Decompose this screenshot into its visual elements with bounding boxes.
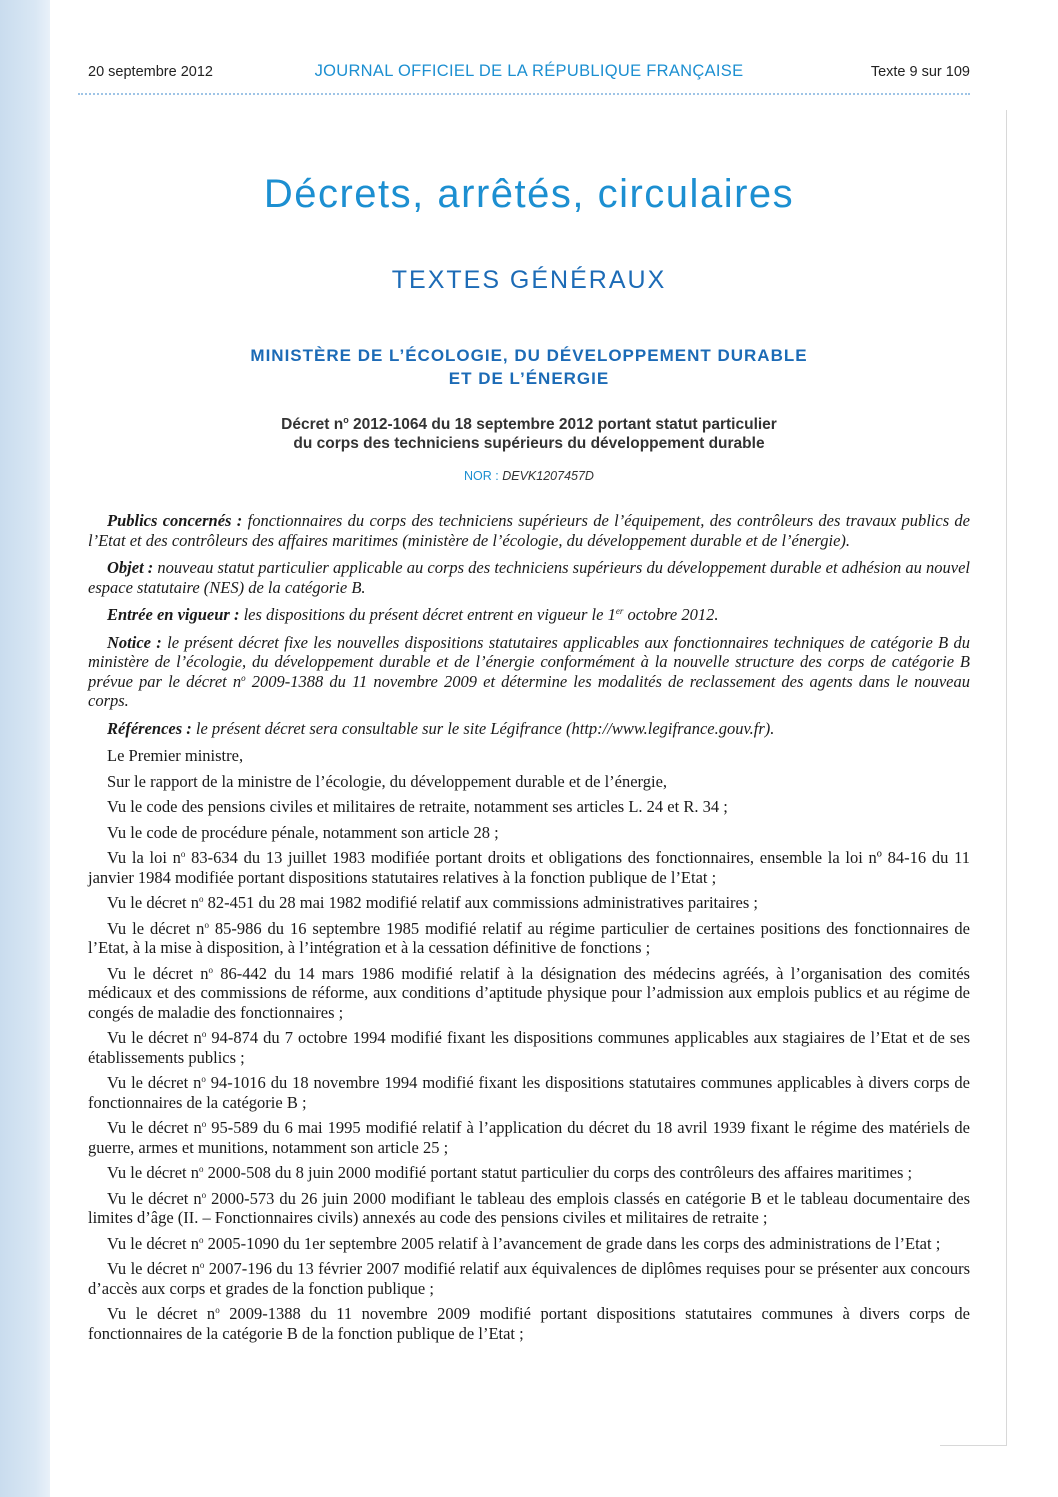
header-journal-title: JOURNAL OFFICIEL DE LA RÉPUBLIQUE FRANÇAISE xyxy=(314,62,744,80)
visa-item: Vu le décret $n^o$ 86-442 du 14 mars 1986 modifié relatif à la désignation des médecins agréés, à l’organisation des comités médicaux et des commissions de réforme, aux conditions d’aptitude physique pour l’admission aux emplois publics et au régime de congés de maladie des fonctionnaires ; xyxy=(88,963,970,1022)
visa-item: Vu le code de procédure pénale, notamment son article 28 ; xyxy=(107,822,499,842)
summary-objet: Objet : nouveau statut particulier applicable au corps des techniciens supérieurs du développement durable et adhésion au nouvel espace statutaire (NES) de la catégorie B. xyxy=(88,558,971,597)
summary-references: Références : le présent décret sera consultable sur le site Légifrance (http://www.legifrance.gouv.fr). xyxy=(107,718,775,738)
section-title: TEXTES GÉNÉRAUX xyxy=(391,266,667,294)
decree-title xyxy=(0,415,1058,453)
summary-notice: Notice : le présent décret fixe les nouvelles dispositions statutaires applicables aux fonctionnaires techniques de catégorie B du ministère de l’écologie, du développement durable et de l’énergie conformément à la nouvelle structure des corps de catégorie B prévue par le décret $n^o$ 2009-1388 du 11 novembre 2009 et détermine les modalités de reclassement des agents dans le nouveau corps. xyxy=(88,632,970,710)
nor-value: DEVK1207457D xyxy=(502,469,594,483)
visa-item: Vu la loi $n^o$ 83-634 du 13 juillet 1983 modifiée portant droits et obligations des fonctionnaires, ensemble la loi nº 84-16 du 11 janvier 1984 modifiée portant dispositions statutaires relatives à la fonction publique de l’Etat ; xyxy=(88,848,970,887)
preamble-premier-ministre: Le Premier ministre, xyxy=(107,746,244,765)
decree-title-line-1: Décret $n^o$ 2012-1064 du 18 septembre 2012 portant statut particulier xyxy=(281,415,777,433)
visa-item: Vu le décret $n^o$ 2009-1388 du 11 novembre 2009 modifié portant dispositions statutaires communes à divers corps de fonctionnaires de la catégorie B de la fonction publique de l’Etat ; xyxy=(88,1304,970,1343)
document-body xyxy=(88,511,970,1349)
ministry-heading xyxy=(0,344,1058,390)
visa-item: Vu le décret $n^o$ 82-451 du 28 mai 1982 modifié relatif aux commissions administratives paritaires ; xyxy=(107,893,758,912)
nor-label: NOR : xyxy=(464,469,499,483)
visa-item: Vu le code des pensions civiles et militaires de retraite, notamment ses articles L. 24 et R. 34 ; xyxy=(107,797,728,816)
visa-item: Vu le décret $n^o$ 85-986 du 16 septembre 1985 modifié relatif au régime particulier de certaines positions des fonctionnaires de l’Etat, à la mise à disposition, à l’intégration et à la cessation définitive de fonctions ; xyxy=(88,918,971,957)
header-divider xyxy=(78,93,970,95)
visa-item: Vu le décret $n^o$ 2000-573 du 26 juin 2000 modifiant le tableau des emplois classés en catégorie B et le tableau documentaire des limites d’âge (II. – Fonctionnaires civils) annexés au code des pensions civiles et militaires de retraite ; xyxy=(88,1188,970,1227)
page-frame-bottom xyxy=(940,1445,1007,1446)
visa-item: Vu le décret $n^o$ 2005-1090 du 1er septembre 2005 relatif à l’avancement de grade dans les corps des administrations de l’Etat ; xyxy=(107,1233,941,1253)
nor-reference xyxy=(0,469,1058,483)
header-text-number: Texte 9 sur 109 xyxy=(870,64,970,80)
preamble-rapport: Sur le rapport de la ministre de l’écologie, du développement durable et de l’énergie, xyxy=(107,771,668,791)
decree-title-line-2: du corps des techniciens supérieurs du développement durable xyxy=(293,435,765,452)
summary-publics: Publics concernés : fonctionnaires du corps des techniciens supérieurs de l’équipement, des contrôleurs des travaux publics de l’Etat et des contrôleurs des affaires maritimes (ministère de l’écologie, du développement durable et de l’énergie). xyxy=(88,511,971,550)
visa-item: Vu le décret $n^o$ 94-874 du 7 octobre 1994 modifié fixant les dispositions communes applicables aux stagiaires de l’Etat et de ses établissements publics ; xyxy=(88,1028,970,1067)
decree-summary xyxy=(88,511,970,738)
header-date: 20 septembre 2012 xyxy=(88,64,213,80)
ministry-line-1: MINISTÈRE DE L’ÉCOLOGIE, DU DÉVELOPPEMENT DURABLE xyxy=(250,346,808,365)
ministry-line-2: ET DE L’ÉNERGIE xyxy=(448,369,610,388)
visa-item: Vu le décret $n^o$ 2000-508 du 8 juin 2000 modifié portant statut particulier du corps des contrôleurs des affaires maritimes ; xyxy=(107,1163,913,1182)
page-title: Décrets, arrêtés, circulaires xyxy=(263,172,795,216)
visas-list xyxy=(88,797,970,1343)
left-margin-band xyxy=(0,0,50,1497)
visa-item: Vu le décret $n^o$ 95-589 du 6 mai 1995 modifié relatif à l’application du décret du 18 avril 1939 fixant le régime des matériels de guerre, armes et munitions, notamment son article 25 ; xyxy=(88,1118,970,1157)
page-frame-right xyxy=(1006,110,1007,1445)
summary-entree: Entrée en vigueur : les dispositions du présent décret entrent en vigueur le 1er octobre 2012. xyxy=(107,605,719,624)
visa-item: Vu le décret $n^o$ 2007-196 du 13 février 2007 modifié relatif aux équivalences de diplômes requises pour se présenter aux concours d’accès aux corps et grades de la fonction publique ; xyxy=(88,1259,970,1298)
visa-item: Vu le décret $n^o$ 94-1016 du 18 novembre 1994 modifié fixant les dispositions statutaires communes applicables à divers corps de fonctionnaires de la catégorie B ; xyxy=(88,1073,970,1112)
